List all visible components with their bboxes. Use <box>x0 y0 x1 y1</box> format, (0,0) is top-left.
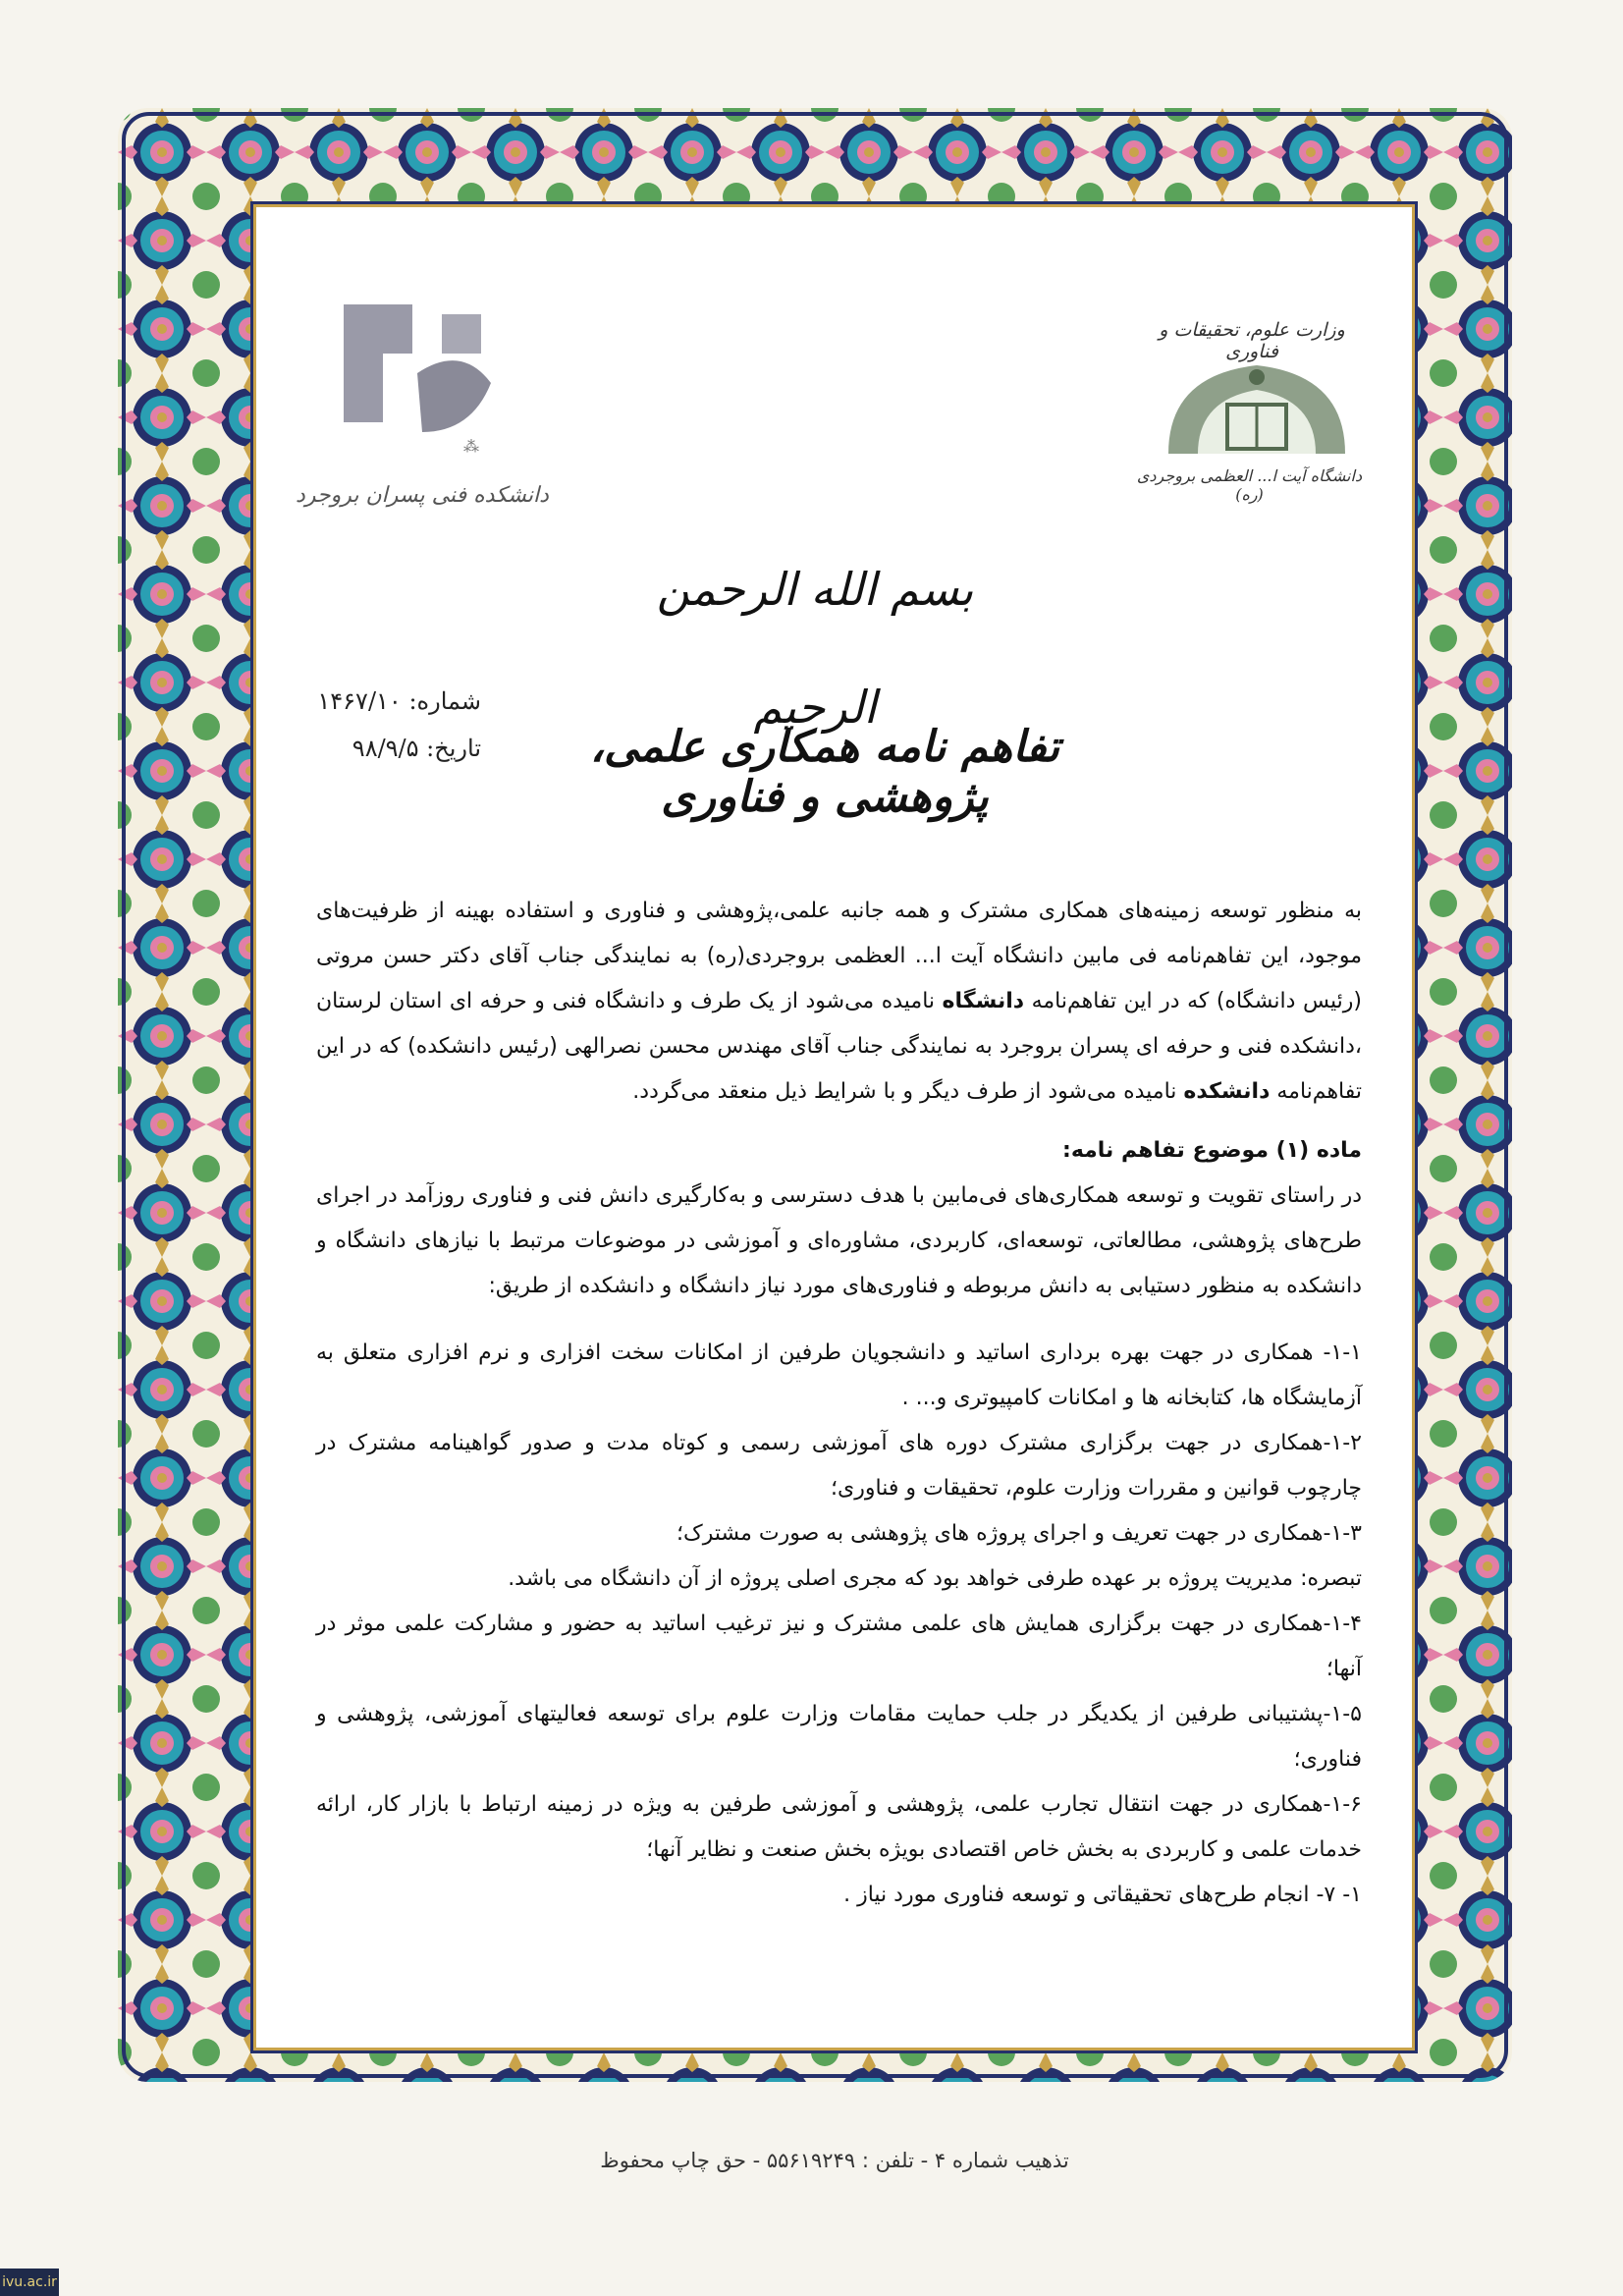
svg-text:⁂: ⁂ <box>463 437 479 456</box>
ministry-caption: وزارت علوم، تحقیقات و فناوری <box>1159 319 1345 362</box>
article-note: تبصره: مدیریت پروژه بر عهده طرفی خواهد بود که مجری اصلی پروژه از آن دانشگاه می باشد. <box>508 1566 1362 1591</box>
document-meta <box>285 687 481 782</box>
college-logo <box>324 285 520 471</box>
document-number: شماره: ۱۴۶۷/۱۰ <box>317 687 481 715</box>
intro-part1: به منظور توسعه زمینه‌های همکاری مشترک و همه جانبه علمی،پژوهشی و فناوری و استفاده بهینه از ظرفیت‌های موجود، این تفاهم‌نامه فی مابین دانشگاه آیت ا... العظمی بروجردی(ره) به نمایندگی جناب آقای دکتر حسن مروتی (رئیس دانشگاه) که در این تفاهم‌نامه <box>316 899 1362 1013</box>
intro-part2: نامیده می‌شود از یک طرف و دانشگاه فنی و حرفه ای استان لرستان ،دانشکده فنی و حرفه ای پسران بروجرد به نمایندگی جناب آقای مهندس محسن نصرالهی (رئیس دانشکده) که در این تفاهم‌نامه <box>316 989 1362 1104</box>
article-1-body: در راستای تقویت و توسعه همکاری‌های فی‌مابین با هدف دسترسی و به‌کارگیری دانش فنی و فناوری روزآمد در اجرای طرح‌های پژوهشی، مطالعاتی، توسعه‌ای، کاربردی، مشاوره‌ای و آموزشی در موضوعات مرتبط با نیازهای دانشگاه و دانشکده به منظور دستیابی به دانش مربوطه و فناوری‌های مورد نیاز دانشگاه و دانشکده از طریق: <box>316 1183 1362 1298</box>
university-caption: دانشگاه آیت ا... العظمی بروجردی (ره) <box>1136 466 1363 504</box>
bismillah-calligraphy: بسم الله الرحمن الرحیم <box>656 563 974 734</box>
document-body <box>316 889 1362 1918</box>
college-caption: دانشکده فنی پسران بروجرد <box>296 483 549 508</box>
article-item: ۱-۶-همکاری در جهت انتقال تجارب علمی، پژوهشی و آموزشی طرفین به ویژه در زمینه ارتباط با بازار کار، ارائه خدمات علمی و کاربردی به بخش خاص اقتصادی بویژه بخش صنعت و نظایر آنها؛ <box>316 1792 1362 1862</box>
intro-paragraph <box>316 889 1362 1115</box>
article-item: ۱-۲-همکاری در جهت برگزاری مشترک دوره های آموزشی رسمی و کوتاه مدت و صدور گواهینامه مشترک در چارچوب قوانین و مقررات وزارت علوم، تحقیقات و فناوری؛ <box>316 1431 1362 1501</box>
article-item: ۱-۴-همکاری در جهت برگزاری همایش های علمی مشترک و نیز ترغیب اساتید به حضور و مشارکت علمی موثر در آنها؛ <box>316 1612 1362 1681</box>
intro-keyword-college: دانشکده <box>1183 1079 1271 1104</box>
intro-part3: نامیده می‌شود از طرف دیگر و با شرایط ذیل منعقد می‌گردد. <box>632 1079 1177 1104</box>
article-item: ۱-۳-همکاری در جهت تعریف و اجرای پروژه های پژوهشی به صورت مشترک؛ <box>676 1521 1362 1546</box>
article-item: ۱-۵-پشتیبانی طرفین از یکدیگر در جلب حمایت مقامات وزارت علوم برای توسعه فعالیتهای آموزشی، پژوهشی و فناوری؛ <box>316 1702 1362 1772</box>
document-title: تفاهم نامه همکاری علمی، پژوهشی و فناوری <box>589 722 1060 822</box>
print-footer: تذهیب شماره ۴ - تلفن : ۵۵۶۱۹۲۴۹ - حق چاپ محفوظ <box>600 2149 1069 2172</box>
site-watermark: ivu.ac.ir <box>0 2269 59 2296</box>
article-item: ۱- ۷- انجام طرح‌های تحقیقاتی و توسعه فناوری مورد نیاز . <box>843 1883 1362 1907</box>
intro-keyword-university: دانشگاه <box>942 989 1025 1013</box>
article-item: ۱-۱- همکاری در جهت بهره برداری اساتید و دانشجویان طرفین از امکانات سخت افزاری و نرم افزاری متعلق به آزمایشگاه ها، کتابخانه ها و امکانات کامپیوتری و... . <box>316 1340 1362 1410</box>
article-1-title: ماده (۱) موضوع تفاهم نامه: <box>1062 1138 1362 1163</box>
document-date: تاریخ: ۹۸/۹/۵ <box>352 735 481 762</box>
